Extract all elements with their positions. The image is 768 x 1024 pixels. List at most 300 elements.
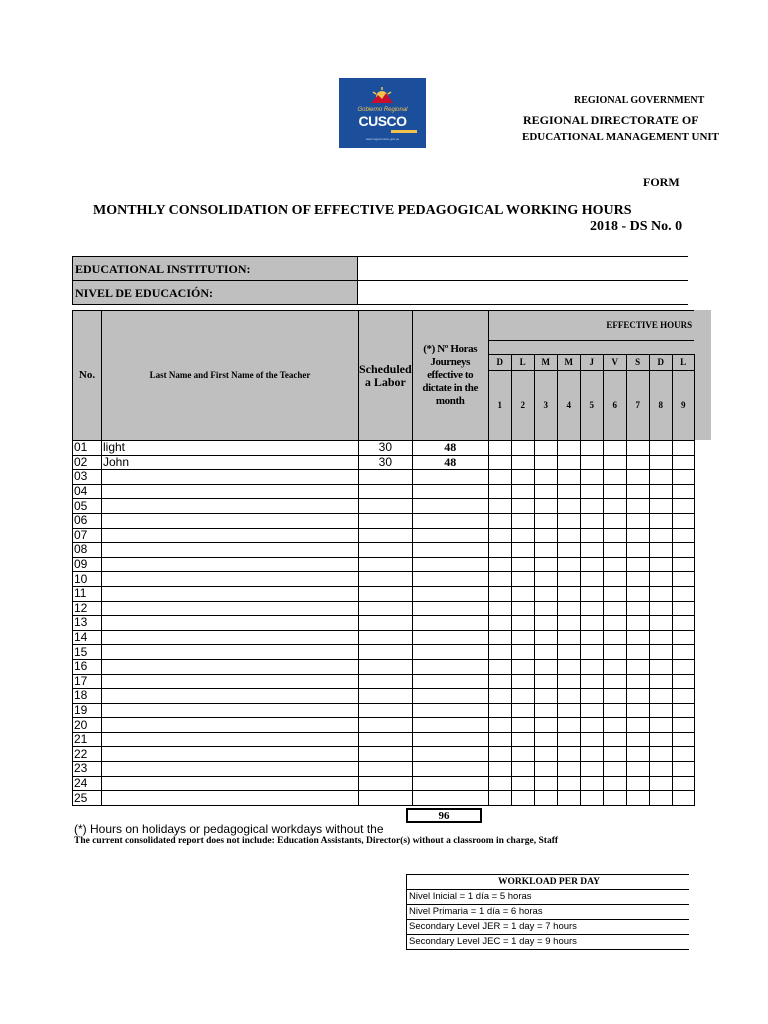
day-hours-cell[interactable] <box>672 689 694 704</box>
hours-cell[interactable] <box>412 543 488 558</box>
day-hours-cell[interactable] <box>511 689 534 704</box>
teacher-name-cell[interactable] <box>102 747 359 762</box>
hours-cell[interactable] <box>412 674 488 689</box>
hours-cell[interactable] <box>412 630 488 645</box>
day-hours-cell[interactable] <box>488 455 511 470</box>
day-hours-cell[interactable] <box>649 572 672 587</box>
day-hours-cell[interactable] <box>557 470 580 485</box>
teacher-name-cell[interactable] <box>102 616 359 631</box>
scheduled-cell[interactable] <box>359 601 413 616</box>
day-hours-cell[interactable] <box>626 601 649 616</box>
day-hours-cell[interactable] <box>672 499 694 514</box>
day-hours-cell[interactable] <box>603 630 626 645</box>
day-hours-cell[interactable] <box>557 586 580 601</box>
day-hours-cell[interactable] <box>603 776 626 791</box>
day-hours-cell[interactable] <box>488 484 511 499</box>
day-hours-cell[interactable] <box>580 703 603 718</box>
day-hours-cell[interactable] <box>534 703 557 718</box>
day-hours-cell[interactable] <box>603 484 626 499</box>
day-hours-cell[interactable] <box>511 732 534 747</box>
day-hours-cell[interactable] <box>534 455 557 470</box>
day-hours-cell[interactable] <box>534 557 557 572</box>
day-hours-cell[interactable] <box>626 586 649 601</box>
scheduled-cell[interactable]: 30 <box>359 455 413 470</box>
institution-field[interactable] <box>360 258 686 279</box>
day-hours-cell[interactable] <box>488 630 511 645</box>
day-hours-cell[interactable] <box>534 543 557 558</box>
teacher-name-cell[interactable]: light <box>102 441 359 456</box>
day-hours-cell[interactable] <box>649 732 672 747</box>
hours-cell[interactable]: 48 <box>412 441 488 456</box>
day-hours-cell[interactable] <box>672 659 694 674</box>
day-hours-cell[interactable] <box>603 791 626 806</box>
day-hours-cell[interactable] <box>626 441 649 456</box>
day-hours-cell[interactable] <box>626 747 649 762</box>
day-hours-cell[interactable] <box>488 645 511 660</box>
day-hours-cell[interactable] <box>672 645 694 660</box>
day-hours-cell[interactable] <box>534 645 557 660</box>
day-hours-cell[interactable] <box>511 543 534 558</box>
day-hours-cell[interactable] <box>557 732 580 747</box>
day-hours-cell[interactable] <box>649 630 672 645</box>
scheduled-cell[interactable] <box>359 689 413 704</box>
day-hours-cell[interactable] <box>672 630 694 645</box>
day-hours-cell[interactable] <box>511 441 534 456</box>
day-hours-cell[interactable] <box>557 543 580 558</box>
day-hours-cell[interactable] <box>603 455 626 470</box>
day-hours-cell[interactable] <box>603 499 626 514</box>
day-hours-cell[interactable] <box>626 689 649 704</box>
scheduled-cell[interactable] <box>359 703 413 718</box>
day-hours-cell[interactable] <box>488 601 511 616</box>
day-hours-cell[interactable] <box>511 470 534 485</box>
day-hours-cell[interactable] <box>511 791 534 806</box>
day-hours-cell[interactable] <box>488 528 511 543</box>
day-hours-cell[interactable] <box>603 674 626 689</box>
day-hours-cell[interactable] <box>534 791 557 806</box>
day-hours-cell[interactable] <box>672 732 694 747</box>
day-hours-cell[interactable] <box>603 586 626 601</box>
day-hours-cell[interactable] <box>649 601 672 616</box>
day-hours-cell[interactable] <box>580 513 603 528</box>
day-hours-cell[interactable] <box>534 616 557 631</box>
day-hours-cell[interactable] <box>672 718 694 733</box>
scheduled-cell[interactable] <box>359 616 413 631</box>
teacher-name-cell[interactable] <box>102 645 359 660</box>
day-hours-cell[interactable] <box>557 528 580 543</box>
day-hours-cell[interactable] <box>580 762 603 777</box>
day-hours-cell[interactable] <box>580 557 603 572</box>
hours-cell[interactable] <box>412 791 488 806</box>
day-hours-cell[interactable] <box>649 470 672 485</box>
day-hours-cell[interactable] <box>626 528 649 543</box>
day-hours-cell[interactable] <box>511 703 534 718</box>
day-hours-cell[interactable] <box>511 645 534 660</box>
day-hours-cell[interactable] <box>649 441 672 456</box>
day-hours-cell[interactable] <box>649 455 672 470</box>
teacher-name-cell[interactable] <box>102 703 359 718</box>
day-hours-cell[interactable] <box>580 499 603 514</box>
day-hours-cell[interactable] <box>511 616 534 631</box>
teacher-name-cell[interactable] <box>102 586 359 601</box>
hours-cell[interactable] <box>412 557 488 572</box>
day-hours-cell[interactable] <box>580 732 603 747</box>
day-hours-cell[interactable] <box>626 484 649 499</box>
day-hours-cell[interactable] <box>557 572 580 587</box>
hours-cell[interactable] <box>412 513 488 528</box>
day-hours-cell[interactable] <box>534 659 557 674</box>
day-hours-cell[interactable] <box>603 616 626 631</box>
day-hours-cell[interactable] <box>603 703 626 718</box>
teacher-name-cell[interactable] <box>102 557 359 572</box>
day-hours-cell[interactable] <box>580 572 603 587</box>
day-hours-cell[interactable] <box>672 484 694 499</box>
day-hours-cell[interactable] <box>626 776 649 791</box>
day-hours-cell[interactable] <box>557 441 580 456</box>
day-hours-cell[interactable] <box>488 659 511 674</box>
day-hours-cell[interactable] <box>672 455 694 470</box>
day-hours-cell[interactable] <box>626 791 649 806</box>
teacher-name-cell[interactable] <box>102 630 359 645</box>
scheduled-cell[interactable] <box>359 674 413 689</box>
day-hours-cell[interactable] <box>580 441 603 456</box>
hours-cell[interactable] <box>412 659 488 674</box>
hours-cell[interactable] <box>412 747 488 762</box>
scheduled-cell[interactable] <box>359 586 413 601</box>
day-hours-cell[interactable] <box>557 791 580 806</box>
day-hours-cell[interactable] <box>488 718 511 733</box>
hours-cell[interactable] <box>412 689 488 704</box>
day-hours-cell[interactable] <box>626 543 649 558</box>
scheduled-cell[interactable] <box>359 762 413 777</box>
day-hours-cell[interactable] <box>534 586 557 601</box>
day-hours-cell[interactable] <box>557 484 580 499</box>
day-hours-cell[interactable] <box>557 762 580 777</box>
day-hours-cell[interactable] <box>534 513 557 528</box>
teacher-name-cell[interactable] <box>102 601 359 616</box>
day-hours-cell[interactable] <box>649 499 672 514</box>
scheduled-cell[interactable] <box>359 718 413 733</box>
day-hours-cell[interactable] <box>580 659 603 674</box>
day-hours-cell[interactable] <box>534 762 557 777</box>
day-hours-cell[interactable] <box>557 557 580 572</box>
scheduled-cell[interactable]: 30 <box>359 441 413 456</box>
day-hours-cell[interactable] <box>488 543 511 558</box>
day-hours-cell[interactable] <box>580 616 603 631</box>
day-hours-cell[interactable] <box>580 586 603 601</box>
scheduled-cell[interactable] <box>359 747 413 762</box>
scheduled-cell[interactable] <box>359 791 413 806</box>
day-hours-cell[interactable] <box>557 616 580 631</box>
day-hours-cell[interactable] <box>672 776 694 791</box>
day-hours-cell[interactable] <box>649 718 672 733</box>
day-hours-cell[interactable] <box>626 557 649 572</box>
day-hours-cell[interactable] <box>580 543 603 558</box>
teacher-name-cell[interactable] <box>102 470 359 485</box>
day-hours-cell[interactable] <box>649 484 672 499</box>
day-hours-cell[interactable] <box>488 674 511 689</box>
day-hours-cell[interactable] <box>534 441 557 456</box>
teacher-name-cell[interactable] <box>102 513 359 528</box>
day-hours-cell[interactable] <box>672 470 694 485</box>
day-hours-cell[interactable] <box>511 499 534 514</box>
scheduled-cell[interactable] <box>359 484 413 499</box>
teacher-name-cell[interactable] <box>102 528 359 543</box>
hours-cell[interactable] <box>412 718 488 733</box>
day-hours-cell[interactable] <box>557 659 580 674</box>
day-hours-cell[interactable] <box>580 718 603 733</box>
day-hours-cell[interactable] <box>603 470 626 485</box>
day-hours-cell[interactable] <box>488 441 511 456</box>
scheduled-cell[interactable] <box>359 557 413 572</box>
day-hours-cell[interactable] <box>580 747 603 762</box>
day-hours-cell[interactable] <box>626 718 649 733</box>
day-hours-cell[interactable] <box>672 674 694 689</box>
day-hours-cell[interactable] <box>580 674 603 689</box>
day-hours-cell[interactable] <box>488 470 511 485</box>
hours-cell[interactable] <box>412 616 488 631</box>
hours-cell[interactable] <box>412 484 488 499</box>
day-hours-cell[interactable] <box>511 747 534 762</box>
day-hours-cell[interactable] <box>511 572 534 587</box>
teacher-name-cell[interactable] <box>102 572 359 587</box>
day-hours-cell[interactable] <box>649 747 672 762</box>
day-hours-cell[interactable] <box>557 601 580 616</box>
day-hours-cell[interactable] <box>511 762 534 777</box>
day-hours-cell[interactable] <box>649 616 672 631</box>
teacher-name-cell[interactable] <box>102 732 359 747</box>
day-hours-cell[interactable] <box>672 528 694 543</box>
day-hours-cell[interactable] <box>534 528 557 543</box>
day-hours-cell[interactable] <box>511 659 534 674</box>
day-hours-cell[interactable] <box>580 601 603 616</box>
teacher-name-cell[interactable]: John <box>102 455 359 470</box>
day-hours-cell[interactable] <box>557 689 580 704</box>
day-hours-cell[interactable] <box>488 616 511 631</box>
teacher-name-cell[interactable] <box>102 718 359 733</box>
day-hours-cell[interactable] <box>534 470 557 485</box>
hours-cell[interactable] <box>412 776 488 791</box>
day-hours-cell[interactable] <box>557 747 580 762</box>
scheduled-cell[interactable] <box>359 645 413 660</box>
day-hours-cell[interactable] <box>649 645 672 660</box>
hours-cell[interactable]: 48 <box>412 455 488 470</box>
day-hours-cell[interactable] <box>626 455 649 470</box>
day-hours-cell[interactable] <box>672 747 694 762</box>
day-hours-cell[interactable] <box>511 513 534 528</box>
day-hours-cell[interactable] <box>488 732 511 747</box>
hours-cell[interactable] <box>412 470 488 485</box>
teacher-name-cell[interactable] <box>102 484 359 499</box>
day-hours-cell[interactable] <box>557 776 580 791</box>
day-hours-cell[interactable] <box>649 762 672 777</box>
day-hours-cell[interactable] <box>580 470 603 485</box>
day-hours-cell[interactable] <box>672 572 694 587</box>
teacher-name-cell[interactable] <box>102 659 359 674</box>
scheduled-cell[interactable] <box>359 572 413 587</box>
day-hours-cell[interactable] <box>488 689 511 704</box>
day-hours-cell[interactable] <box>511 557 534 572</box>
day-hours-cell[interactable] <box>626 762 649 777</box>
scheduled-cell[interactable] <box>359 499 413 514</box>
day-hours-cell[interactable] <box>672 543 694 558</box>
day-hours-cell[interactable] <box>603 543 626 558</box>
day-hours-cell[interactable] <box>488 791 511 806</box>
day-hours-cell[interactable] <box>649 586 672 601</box>
day-hours-cell[interactable] <box>626 616 649 631</box>
teacher-name-cell[interactable] <box>102 762 359 777</box>
day-hours-cell[interactable] <box>649 776 672 791</box>
day-hours-cell[interactable] <box>649 543 672 558</box>
day-hours-cell[interactable] <box>672 513 694 528</box>
teacher-name-cell[interactable] <box>102 689 359 704</box>
day-hours-cell[interactable] <box>603 762 626 777</box>
day-hours-cell[interactable] <box>580 484 603 499</box>
day-hours-cell[interactable] <box>580 791 603 806</box>
day-hours-cell[interactable] <box>488 747 511 762</box>
day-hours-cell[interactable] <box>580 630 603 645</box>
day-hours-cell[interactable] <box>534 601 557 616</box>
hours-cell[interactable] <box>412 601 488 616</box>
day-hours-cell[interactable] <box>557 645 580 660</box>
day-hours-cell[interactable] <box>672 616 694 631</box>
day-hours-cell[interactable] <box>534 718 557 733</box>
teacher-name-cell[interactable] <box>102 543 359 558</box>
hours-cell[interactable] <box>412 703 488 718</box>
day-hours-cell[interactable] <box>534 572 557 587</box>
day-hours-cell[interactable] <box>511 455 534 470</box>
day-hours-cell[interactable] <box>672 441 694 456</box>
scheduled-cell[interactable] <box>359 732 413 747</box>
day-hours-cell[interactable] <box>488 513 511 528</box>
hours-cell[interactable] <box>412 732 488 747</box>
day-hours-cell[interactable] <box>603 747 626 762</box>
hours-cell[interactable] <box>412 499 488 514</box>
scheduled-cell[interactable] <box>359 776 413 791</box>
day-hours-cell[interactable] <box>534 499 557 514</box>
scheduled-cell[interactable] <box>359 470 413 485</box>
day-hours-cell[interactable] <box>580 776 603 791</box>
day-hours-cell[interactable] <box>603 513 626 528</box>
day-hours-cell[interactable] <box>626 513 649 528</box>
day-hours-cell[interactable] <box>603 557 626 572</box>
day-hours-cell[interactable] <box>672 557 694 572</box>
day-hours-cell[interactable] <box>603 441 626 456</box>
day-hours-cell[interactable] <box>649 528 672 543</box>
day-hours-cell[interactable] <box>488 499 511 514</box>
scheduled-cell[interactable] <box>359 659 413 674</box>
day-hours-cell[interactable] <box>626 732 649 747</box>
day-hours-cell[interactable] <box>557 499 580 514</box>
day-hours-cell[interactable] <box>672 586 694 601</box>
day-hours-cell[interactable] <box>557 630 580 645</box>
day-hours-cell[interactable] <box>557 513 580 528</box>
day-hours-cell[interactable] <box>626 470 649 485</box>
day-hours-cell[interactable] <box>672 762 694 777</box>
teacher-name-cell[interactable] <box>102 499 359 514</box>
teacher-name-cell[interactable] <box>102 674 359 689</box>
day-hours-cell[interactable] <box>511 586 534 601</box>
teacher-name-cell[interactable] <box>102 791 359 806</box>
day-hours-cell[interactable] <box>626 645 649 660</box>
day-hours-cell[interactable] <box>557 718 580 733</box>
day-hours-cell[interactable] <box>488 557 511 572</box>
day-hours-cell[interactable] <box>534 674 557 689</box>
day-hours-cell[interactable] <box>557 703 580 718</box>
day-hours-cell[interactable] <box>511 718 534 733</box>
hours-cell[interactable] <box>412 645 488 660</box>
day-hours-cell[interactable] <box>580 528 603 543</box>
day-hours-cell[interactable] <box>534 747 557 762</box>
teacher-name-cell[interactable] <box>102 776 359 791</box>
day-hours-cell[interactable] <box>511 674 534 689</box>
day-hours-cell[interactable] <box>511 776 534 791</box>
day-hours-cell[interactable] <box>534 689 557 704</box>
day-hours-cell[interactable] <box>603 528 626 543</box>
day-hours-cell[interactable] <box>511 630 534 645</box>
day-hours-cell[interactable] <box>672 791 694 806</box>
day-hours-cell[interactable] <box>603 689 626 704</box>
day-hours-cell[interactable] <box>557 674 580 689</box>
day-hours-cell[interactable] <box>580 689 603 704</box>
day-hours-cell[interactable] <box>603 601 626 616</box>
day-hours-cell[interactable] <box>603 718 626 733</box>
hours-cell[interactable] <box>412 586 488 601</box>
day-hours-cell[interactable] <box>649 513 672 528</box>
day-hours-cell[interactable] <box>603 572 626 587</box>
day-hours-cell[interactable] <box>626 630 649 645</box>
day-hours-cell[interactable] <box>557 455 580 470</box>
day-hours-cell[interactable] <box>649 703 672 718</box>
day-hours-cell[interactable] <box>626 572 649 587</box>
hours-cell[interactable] <box>412 572 488 587</box>
day-hours-cell[interactable] <box>488 762 511 777</box>
level-field[interactable] <box>360 282 686 303</box>
day-hours-cell[interactable] <box>580 645 603 660</box>
day-hours-cell[interactable] <box>488 586 511 601</box>
day-hours-cell[interactable] <box>488 572 511 587</box>
scheduled-cell[interactable] <box>359 513 413 528</box>
day-hours-cell[interactable] <box>603 659 626 674</box>
day-hours-cell[interactable] <box>649 791 672 806</box>
day-hours-cell[interactable] <box>488 776 511 791</box>
day-hours-cell[interactable] <box>534 732 557 747</box>
hours-cell[interactable] <box>412 528 488 543</box>
day-hours-cell[interactable] <box>626 703 649 718</box>
day-hours-cell[interactable] <box>511 601 534 616</box>
hours-cell[interactable] <box>412 762 488 777</box>
day-hours-cell[interactable] <box>580 455 603 470</box>
day-hours-cell[interactable] <box>534 776 557 791</box>
day-hours-cell[interactable] <box>672 601 694 616</box>
day-hours-cell[interactable] <box>649 689 672 704</box>
day-hours-cell[interactable] <box>488 703 511 718</box>
day-hours-cell[interactable] <box>649 674 672 689</box>
day-hours-cell[interactable] <box>603 732 626 747</box>
day-hours-cell[interactable] <box>534 484 557 499</box>
scheduled-cell[interactable] <box>359 630 413 645</box>
day-hours-cell[interactable] <box>511 484 534 499</box>
day-hours-cell[interactable] <box>534 630 557 645</box>
day-hours-cell[interactable] <box>626 674 649 689</box>
day-hours-cell[interactable] <box>672 703 694 718</box>
scheduled-cell[interactable] <box>359 543 413 558</box>
day-hours-cell[interactable] <box>603 645 626 660</box>
day-hours-cell[interactable] <box>649 557 672 572</box>
day-hours-cell[interactable] <box>649 659 672 674</box>
day-hours-cell[interactable] <box>626 499 649 514</box>
scheduled-cell[interactable] <box>359 528 413 543</box>
